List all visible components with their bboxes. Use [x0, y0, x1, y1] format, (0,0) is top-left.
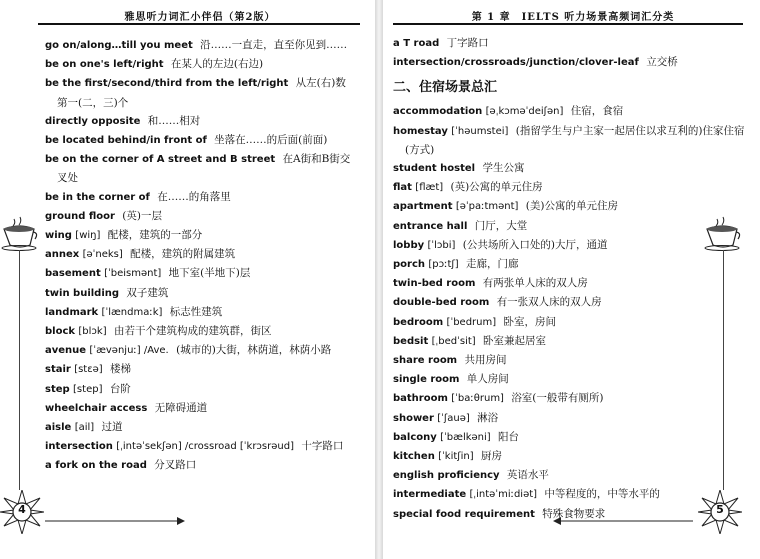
vocab-phonetic: [ˈævənjuː] /Ave.	[89, 345, 169, 357]
vocab-definition: 和……相对	[147, 114, 201, 127]
vocab-entry	[393, 255, 745, 274]
vocab-definition: 在A街和B街交叉处	[57, 153, 351, 185]
vocab-phonetic: [ˌbedˈsit]	[431, 335, 476, 347]
vocab-entry	[45, 380, 353, 399]
vocab-term: intermediate	[393, 489, 467, 501]
vocab-definition: (美)公寓的单元住房	[525, 200, 618, 213]
vocab-phonetic: [ˈbedrum]	[446, 316, 497, 328]
vocab-entry	[45, 36, 353, 55]
vocab-term: porch	[393, 259, 426, 271]
vocab-definition: (英)一层	[122, 209, 162, 222]
vocab-entry	[45, 131, 353, 150]
vocab-entry	[45, 112, 353, 131]
vocab-term: be on one's left/right	[45, 59, 164, 71]
vocab-definition: 英语水平	[506, 469, 549, 482]
vocab-term: lobby	[393, 239, 425, 251]
vocab-term: intersection/crossroads/junction/clover-leaf	[393, 57, 639, 69]
vocab-definition: 立交桥	[646, 56, 678, 69]
page-number: 5	[716, 503, 724, 516]
vocab-entry	[393, 178, 745, 197]
vocab-term: apartment	[393, 201, 453, 213]
coffee-cup-icon	[703, 215, 743, 251]
margin-vertical-rule	[723, 250, 724, 490]
vocab-entry	[393, 293, 745, 312]
header-rule	[393, 23, 743, 25]
vocab-definition: 丁字路口	[446, 37, 489, 49]
vocab-definition: (英)公寓的单元住房	[450, 181, 543, 194]
vocab-term: block	[45, 326, 76, 338]
vocab-entry	[393, 122, 745, 159]
vocab-definition: 台阶	[109, 382, 131, 395]
vocab-entry	[45, 456, 353, 475]
vocab-phonetic: [ˈʃauə]	[437, 412, 470, 424]
vocab-definition: 沿……一直走，直至你见到……	[200, 39, 348, 51]
vocab-definition: 学生公寓	[482, 162, 525, 175]
vocab-definition: 在某人的左边(右边)	[170, 58, 264, 71]
vocab-entry	[393, 370, 745, 389]
vocab-definition: (公共场所入口处的)大厅，通道	[462, 238, 608, 251]
vocab-phonetic: [step]	[73, 383, 103, 395]
vocab-phonetic: [ˈlɔbi]	[427, 239, 456, 251]
page-number: 4	[18, 503, 26, 516]
vocab-entry	[393, 236, 745, 255]
vocab-definition: 特殊食物要求	[542, 507, 606, 520]
header-rule	[38, 23, 360, 25]
vocab-definition: 过道	[101, 421, 123, 434]
vocab-term: flat	[393, 182, 412, 194]
vocab-term: bedroom	[393, 316, 444, 328]
vocab-entry	[45, 360, 353, 379]
vocab-term: be the first/second/third from the left/right	[45, 78, 289, 90]
vocab-phonetic: [blɔk]	[78, 326, 107, 338]
vocab-entry	[393, 332, 745, 351]
vocab-entry	[393, 428, 745, 447]
vocab-phonetic: [əˈpaːtmənt]	[455, 201, 519, 213]
vocab-phonetic: [wiŋ]	[75, 230, 101, 242]
vocab-term: kitchen	[393, 451, 435, 463]
vocab-entry	[393, 485, 745, 504]
vocab-term: entrance hall	[393, 220, 468, 232]
vocab-definition: 楼梯	[110, 363, 132, 376]
vocab-entry	[45, 322, 353, 341]
vocab-entry	[45, 150, 353, 187]
vocab-definition: 单人房间	[466, 373, 509, 386]
vocab-term: bathroom	[393, 393, 448, 405]
vocab-definition: 浴室(一般带有厕所)	[511, 392, 604, 405]
vocab-term: single room	[393, 374, 460, 386]
vocab-term: student hostel	[393, 163, 476, 175]
vocab-term: aisle	[45, 422, 72, 434]
vocab-definition: 标志性建筑	[169, 305, 223, 318]
vocab-entry	[45, 437, 353, 456]
vocab-entry	[393, 53, 745, 72]
vocab-definition: 走廊，门廊	[466, 258, 519, 271]
vocab-definition: 中等程度的，中等水平的	[544, 488, 660, 501]
vocab-term: wing	[45, 230, 72, 242]
vocab-entry	[393, 389, 745, 408]
vocab-definition: (城市的)大街，林荫道，林荫小路	[176, 344, 332, 357]
vocab-entry	[45, 226, 353, 245]
vocab-entry	[45, 245, 353, 264]
vocab-definition: 双子建筑	[126, 286, 169, 299]
vocab-phonetic: [ˈbaːθrum]	[451, 393, 504, 405]
vocab-term: homestay	[393, 125, 448, 137]
vocab-definition: 有两张单人床的双人房	[482, 277, 588, 290]
vocab-entry	[393, 466, 745, 485]
vocab-term: bedsit	[393, 335, 429, 347]
vocab-entry	[393, 274, 745, 293]
vocab-entry	[393, 34, 745, 53]
vocab-term: balcony	[393, 431, 437, 443]
vocab-term: a fork on the road	[45, 460, 147, 472]
vocab-term: double-bed room	[393, 297, 490, 309]
vocab-entry	[393, 409, 745, 428]
vocab-term: avenue	[45, 345, 87, 357]
vocab-phonetic: [stɛə]	[74, 364, 103, 376]
vocab-phonetic: [ˌintəˈsekʃən] /crossroad [ˈkrɔsrəud]	[116, 441, 294, 453]
vocab-definition: 地下室(半地下)层	[168, 267, 251, 280]
vocab-definition: 厨房	[481, 450, 503, 463]
vocab-entry	[45, 418, 353, 437]
vocab-phonetic: [əˈneks]	[82, 249, 123, 261]
arrow-left-icon	[553, 515, 693, 527]
vocab-entry	[393, 159, 745, 178]
coffee-cup-icon	[0, 215, 40, 251]
vocab-term: directly opposite	[45, 115, 141, 127]
left-page	[0, 0, 375, 559]
vocab-entry	[393, 102, 745, 121]
vocab-definition: 共用房间	[464, 354, 507, 367]
vocab-term: step	[45, 383, 70, 395]
vocab-term: shower	[393, 412, 434, 424]
vocab-definition: 门厅，大堂	[474, 219, 528, 232]
vocab-phonetic: [ˈkitʃin]	[438, 451, 474, 463]
vocab-definition: 淋浴	[477, 411, 499, 424]
vocab-definition: 阳台	[498, 430, 520, 443]
vocab-phonetic: [ail]	[74, 422, 95, 434]
vocab-term: english proficiency	[393, 470, 500, 482]
vocab-term: intersection	[45, 441, 113, 453]
vocab-term: basement	[45, 268, 101, 280]
vocab-entry	[393, 197, 745, 216]
vocab-definition: 配楼，建筑的一部分	[107, 229, 203, 242]
vocab-definition: 十字路口	[301, 440, 344, 453]
vocab-list	[393, 34, 745, 524]
arrow-right-icon	[45, 515, 185, 527]
vocab-term: annex	[45, 249, 80, 261]
vocab-term: twin building	[45, 287, 120, 299]
vocab-term: twin-bed room	[393, 278, 476, 290]
vocab-entry	[45, 341, 353, 360]
vocab-term: be on the corner of A street and B street	[45, 154, 276, 166]
vocab-entry	[45, 188, 353, 207]
vocab-phonetic: [əˌkɔməˈdeiʃən]	[485, 106, 564, 118]
vocab-list	[45, 36, 353, 476]
vocab-definition: 住宿，食宿	[570, 105, 624, 118]
margin-vertical-rule	[19, 250, 20, 490]
section-title: 二、住宿场景总汇	[393, 80, 498, 96]
vocab-phonetic: [flæt]	[415, 182, 444, 194]
vocab-term: wheelchair access	[45, 402, 148, 414]
vocab-term: special food requirement	[393, 508, 535, 520]
vocab-definition: 无障碍通道	[154, 401, 208, 414]
running-head: 雅思听力词汇小伴侣（第2版）	[124, 12, 276, 23]
vocab-phonetic: [ˈhəumstei]	[451, 125, 509, 137]
vocab-phonetic: [ˌintəˈmiːdiət]	[469, 489, 538, 501]
vocab-phonetic: [ˈbeismənt]	[104, 268, 162, 280]
vocab-entry	[45, 74, 353, 111]
vocab-definition: 卧室兼起居室	[483, 334, 547, 347]
vocab-term: be located behind/in front of	[45, 135, 207, 147]
vocab-entry	[393, 313, 745, 332]
vocab-term: landmark	[45, 306, 99, 318]
vocab-definition: 配楼，建筑的附属建筑	[130, 248, 236, 261]
vocab-definition: 有一张双人床的双人房	[496, 296, 602, 309]
vocab-term: share room	[393, 355, 458, 367]
vocab-definition: 由若干个建筑构成的建筑群，街区	[113, 325, 272, 338]
vocab-entry	[45, 264, 353, 283]
vocab-term: accommodation	[393, 106, 483, 118]
vocab-entry	[45, 303, 353, 322]
vocab-entry	[393, 217, 745, 236]
vocab-definition: 分叉路口	[154, 459, 197, 472]
vocab-term: a T road	[393, 38, 440, 49]
vocab-term: go on/along…till you meet	[45, 40, 193, 51]
vocab-entry	[45, 284, 353, 303]
vocab-entry	[393, 351, 745, 370]
vocab-entry	[45, 207, 353, 226]
book-gutter	[375, 0, 383, 559]
vocab-term: be in the corner of	[45, 191, 150, 203]
vocab-phonetic: [ˈlændmaːk]	[101, 306, 163, 318]
vocab-definition: 从左(右)数第一(二，三)个	[57, 77, 346, 109]
vocab-phonetic: [pɔːtʃ]	[428, 259, 459, 271]
vocab-definition: 在……的角落里	[157, 190, 231, 203]
running-head: 第 1 章 IELTS 听力场景高频词汇分类	[471, 12, 675, 23]
right-page	[383, 0, 760, 559]
vocab-entry	[393, 447, 745, 466]
vocab-term: stair	[45, 364, 71, 376]
vocab-entry	[45, 399, 353, 418]
vocab-phonetic: [ˈbælkəni]	[440, 431, 491, 443]
vocab-entry	[45, 55, 353, 74]
vocab-definition: 坐落在……的后面(前面)	[214, 134, 328, 147]
vocab-definition: (指留学生与户主家一起居住以求互利的)住家住宿(方式)	[405, 124, 745, 156]
vocab-term: ground floor	[45, 210, 115, 222]
vocab-definition: 卧室，房间	[503, 315, 556, 328]
